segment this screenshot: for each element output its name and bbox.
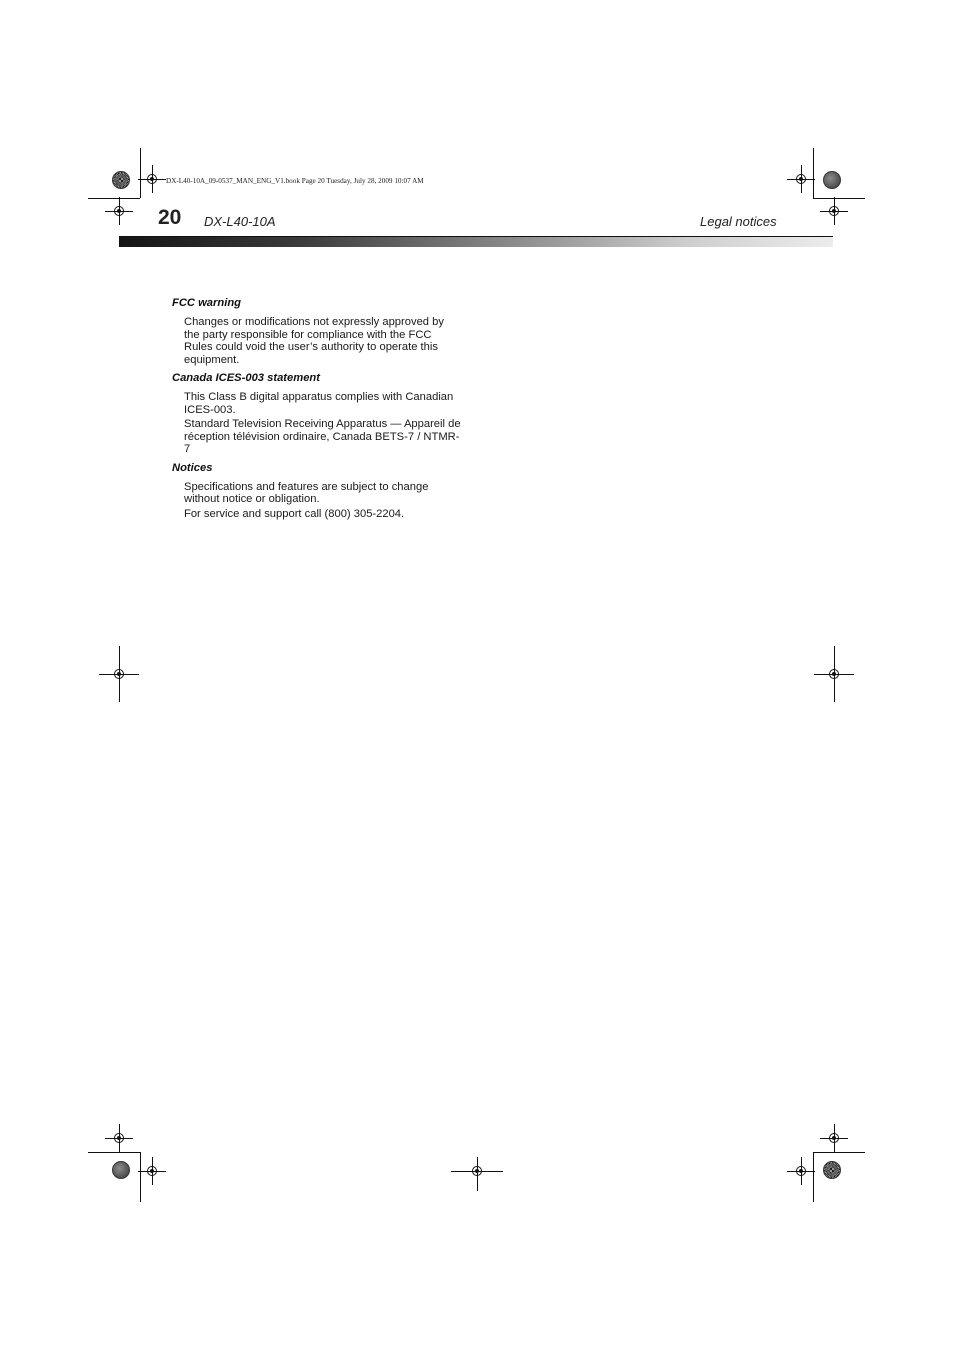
- crop-mark: [813, 1152, 865, 1153]
- crop-mark: [88, 1152, 140, 1153]
- notices-specifications-text: Specifications and features are subject to change without notice or obligation.: [184, 480, 429, 505]
- fcc-warning-heading: FCC warning: [172, 297, 241, 309]
- page-number: 20: [158, 206, 182, 229]
- fcc-warning-text: Changes or modifications not expressly approved by the party responsible for compliance with the FCC Rules could void the user’s authority to operate this equipment.: [184, 316, 444, 366]
- crop-mark: [140, 1152, 141, 1202]
- crop-mark: [88, 198, 140, 199]
- print-slug: DX-L40-10A_09-0537_MAN_ENG_V1.book Page 20 Tuesday, July 28, 2009 10:07 AM: [166, 177, 424, 185]
- gray-dot-bottom-left-icon: [112, 1161, 130, 1179]
- canada-bets-text: Standard Television Receiving Apparatus — Appareil de réception télévision ordinaire, Canada BETS-7 / NTMR-7: [184, 418, 461, 455]
- section-title: Legal notices: [700, 214, 777, 229]
- color-wheel-top-left-icon: [112, 171, 130, 189]
- notices-heading: Notices: [172, 461, 213, 474]
- model-number: DX-L40-10A: [204, 214, 276, 229]
- gray-dot-top-right-icon: [823, 171, 841, 189]
- legal-notices-content: [172, 296, 462, 520]
- header-gradient-bar: [119, 237, 833, 247]
- crop-mark: [813, 1152, 814, 1202]
- notices-support-text: For service and support call (800) 305-2204.: [184, 507, 405, 520]
- canada-ices-text: This Class B digital apparatus complies with Canadian ICES-003.: [184, 391, 454, 416]
- crop-mark: [140, 148, 141, 198]
- canada-ices-heading: Canada ICES-003 statement: [172, 372, 320, 384]
- color-wheel-bottom-right-icon: [823, 1161, 841, 1179]
- crop-mark: [813, 198, 865, 199]
- crop-mark: [813, 148, 814, 198]
